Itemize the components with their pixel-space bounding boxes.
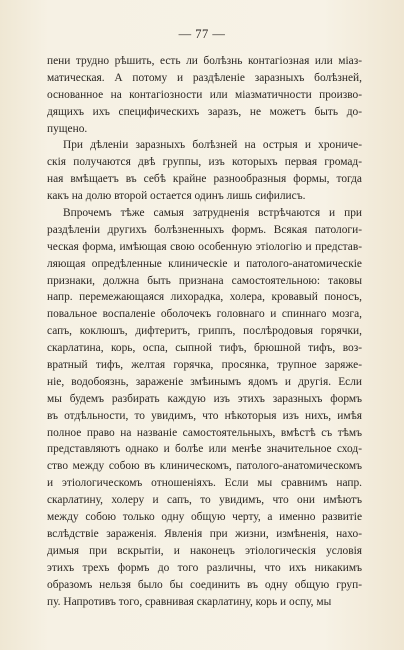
text-line: нiе, водобоязнь, зараженiе змѣинымъ ядомъ и другiя. Если (47, 375, 362, 388)
text-line: образомъ нельзя было бы соединить въ одну общую груп- (47, 578, 362, 591)
text-line: полное право на названiе самостоятельныхъ, вмѣстѣ съ тѣмъ (47, 426, 362, 439)
text-line: ческая форма, имѣющая свою особенную этiологiю и представ- (47, 240, 362, 253)
text-line: раздѣленiи другихъ болѣзненныхъ формъ. Всякая патологи- (47, 223, 362, 236)
text-line: между собою только одну общую черту, а именно развитiе (47, 511, 362, 524)
text-line: и этiологическомъ отношенiяхъ. Если мы сравнимъ напр. (47, 477, 362, 490)
text-line: пущено. (47, 122, 88, 135)
body-text (47, 53, 362, 610)
text-line: ная вмѣщаетъ въ себѣ крайне разнообразныя формы, тогда (47, 173, 362, 186)
text-line: повальное воспаленiе оболочекъ головнаго и спиннаго мозга, (47, 308, 362, 321)
text-line: признаки, должна быть признана самостоятельною: таковы (47, 274, 362, 287)
text-line: мы будемъ разбирать каждую изъ этихъ заразныхъ формъ (47, 392, 362, 405)
text-line: При дѣленiи заразныхъ болѣзней на острыя и хрониче- (63, 139, 362, 152)
text-line: пу. Напротивъ того, сравнивая скарлатину, корь и оспу, мы (47, 595, 332, 608)
text-line: скiя получаются двѣ группы, изъ которыхъ первая громад- (47, 156, 362, 169)
text-line: сапъ, коклюшъ, дифтеритъ, гриппъ, послѣродовыя горячки, (47, 325, 362, 338)
page-number: — 77 — (178, 27, 226, 41)
text-line: Впрочемъ тѣже самыя затрудненiя встрѣчаются и при (63, 207, 362, 220)
text-line: ляющая опредѣленные клиническiе и патолого-анатомическiе (47, 257, 362, 270)
text-line: вслѣдствiе зараженiя. Явленiя при жизни, измѣненiя, нахо- (47, 527, 362, 540)
text-line: димыя при вскрытiи, и наконецъ этiологическiя условiя (47, 544, 362, 557)
text-line: матическая. А потому и раздѣленiе заразныхъ болѣзней, (47, 71, 362, 84)
text-line: ство между собою въ клиническомъ, патолого-анатомическомъ (47, 460, 362, 473)
text-line: представляютъ однако и болѣе или менѣе значительное сход- (47, 443, 362, 456)
text-line: вратный тифъ, желтая горячка, просянка, трупное заряже- (47, 359, 362, 372)
text-line: скарлатина, корь, оспа, сыпной тифъ, брюшной тифъ, воз- (47, 342, 362, 355)
text-line: какъ на долю второй остается одинъ лишь сифилисъ. (47, 190, 306, 203)
text-line: основанное на контагiозности или мiазматичности произво- (47, 88, 362, 101)
text-line: въ отдѣльности, то увидимъ, что нѣкоторыя изъ нихъ, имѣя (47, 409, 362, 422)
text-line: этихъ трехъ формъ до того различны, что ихъ никакимъ (47, 561, 362, 574)
text-line: пени трудно рѣшить, есть ли болѣзнь контагiозная или мiаз- (47, 55, 362, 67)
text-line: скарлатину, холеру и сапъ, то увидимъ, что они имѣютъ (47, 494, 362, 507)
text-line: дящихъ ихъ специфическихъ заразъ, не можетъ быть до- (47, 105, 362, 118)
text-line: напр. перемежающаяся лихорадка, холера, кровавый поносъ, (47, 291, 362, 304)
